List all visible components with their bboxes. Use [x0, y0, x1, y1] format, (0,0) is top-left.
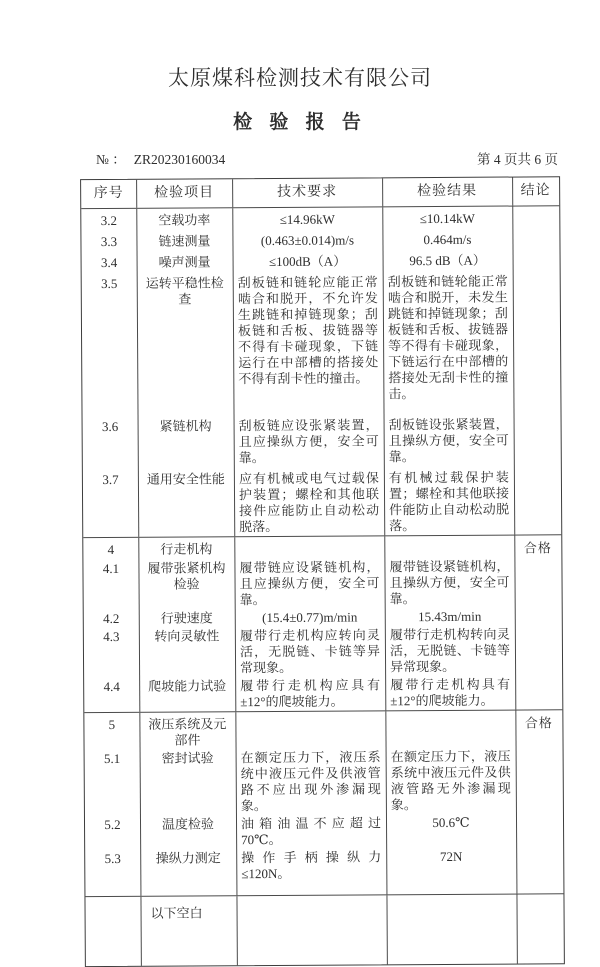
cell-conclusion: 合格	[523, 540, 552, 556]
cell-serial-no: 3.2	[100, 212, 118, 229]
cell-inspection-result: 有机械过载保护装置；螺栓和其他联接件能防止自动松动脱落。	[388, 469, 510, 534]
cell-inspection-result	[387, 903, 517, 922]
cell-technical-requirement: 油箱油温不应超过 70℃。	[240, 815, 382, 848]
cell-inspection-item: 运转平稳性检查	[145, 275, 224, 307]
cell-inspection-result: 0.464m/s	[423, 231, 472, 248]
table-body	[81, 206, 564, 966]
cell-technical-requirement: 在额定压力下，液压系统中液压元件及供液管路不应出现外渗漏现象。	[240, 749, 381, 814]
cell-conclusion	[514, 557, 561, 607]
cell-inspection-item: 密封试验	[161, 750, 214, 766]
cell-conclusion	[515, 675, 562, 709]
cell-technical-requirement: 履带行走机构应转向灵活，无脱链、卡链等异常现象。	[239, 627, 381, 676]
cell-conclusion	[513, 248, 560, 269]
cell-conclusion	[515, 607, 562, 625]
cell-conclusion	[512, 206, 559, 227]
cell-inspection-result: 履带行走机构具有±12°的爬坡能力。	[390, 676, 511, 709]
cell-inspection-item: 空载功率	[158, 212, 211, 228]
cell-serial-no: 4	[107, 541, 115, 558]
column-divider	[512, 178, 513, 206]
cell-inspection-result: 15.43m/min	[418, 608, 482, 625]
cell-conclusion	[516, 747, 563, 813]
cell-inspection-item: 紧链机构	[159, 418, 212, 434]
page-indicator: 第 4 页共 6 页	[477, 152, 558, 167]
cell-conclusion	[515, 625, 562, 675]
report-page	[0, 62, 600, 921]
cell-conclusion	[516, 813, 563, 847]
cell-conclusion	[514, 412, 561, 465]
company-name: 太原煤科检测技术有限公司	[168, 66, 432, 90]
cell-technical-requirement: (0.463±0.014)m/s	[260, 232, 355, 249]
cell-serial-no: 4.3	[103, 628, 120, 645]
cell-technical-requirement: ≤100dB（A）	[268, 253, 347, 270]
cell-serial-no: 3.4	[100, 254, 118, 271]
cell-technical-requirement: 刮板链应设张紧装置，且应操纵方便，安全可靠。	[238, 417, 379, 466]
table-section	[84, 709, 563, 896]
cell-inspection-item: 噪声测量	[158, 254, 211, 270]
cell-conclusion: 合格	[524, 715, 553, 731]
cell-serial-no: 3.5	[101, 275, 118, 292]
cell-technical-requirement: 履带行走机构应具有±12°的爬坡能力。	[240, 677, 381, 710]
table-section	[81, 206, 561, 537]
cell-conclusion	[512, 227, 559, 248]
cell-serial-no: 5.2	[104, 816, 121, 833]
cell-serial-no: 5.3	[104, 850, 121, 867]
blank-section	[85, 893, 563, 966]
cell-inspection-result	[385, 714, 515, 749]
cell-serial-no: 3.6	[101, 418, 119, 435]
cell-serial-no: 4.2	[103, 610, 120, 627]
column-header: 检验项目	[154, 185, 215, 201]
cell-technical-requirement: 履带链应设紧链机构，且应操纵方便，安全可靠。	[239, 559, 380, 608]
report-number-label: № ：	[96, 152, 126, 167]
cell-inspection-result	[384, 539, 514, 559]
cell-technical-requirement	[234, 539, 384, 559]
cell-inspection-result: 96.5 dB（A）	[409, 252, 486, 269]
cell-inspection-item: 操纵力测定	[155, 850, 221, 866]
cell-inspection-result: 履带行走机构转向灵活，无脱链、卡链等异常现象。	[389, 626, 511, 675]
column-divider	[382, 178, 383, 206]
cell-inspection-item: 爬坡能力试验	[148, 678, 227, 694]
cell-inspection-item: 液压系统及元部件	[148, 716, 227, 748]
cell-inspection-result: ≤10.14kW	[419, 210, 475, 227]
cell-technical-requirement	[237, 903, 387, 922]
column-divider	[232, 179, 233, 207]
cell-inspection-result: 刮板链和链轮能正常啮合和脱开，未发生跳链和掉链现象；刮板链和舌板、拔链器等不得有卡碰现象，下链运行在中部槽的搭接处无刮卡性的撞击。	[387, 273, 509, 402]
report-number	[96, 148, 225, 168]
report-number-value: ZR20230160034	[133, 152, 226, 167]
cell-serial-no: 3.7	[102, 471, 119, 488]
cell-serial-no: 5.1	[103, 750, 121, 767]
inspection-table	[80, 176, 565, 967]
cell-conclusion	[514, 465, 561, 534]
cell-inspection-result: 50.6℃	[432, 814, 470, 831]
cell-serial-no: 5	[108, 716, 116, 733]
cell-conclusion	[513, 269, 561, 402]
report-title: 检 验 报 告	[233, 112, 367, 133]
report-meta	[96, 148, 558, 168]
cell-inspection-item: 以下空白	[150, 905, 203, 921]
cell-inspection-item: 行走机构	[160, 541, 213, 557]
column-header: 技术要求	[277, 184, 338, 200]
cell-inspection-result: 72N	[439, 848, 463, 864]
cell-technical-requirement: 刮板链和链轮应能正常啮合和脱开，不允许发生跳链和掉链现象；刮板链和舌板、拔链器等不得有卡碰现象，下链运行在中部槽的搭接处不得有刮卡性的撞击。	[237, 274, 379, 387]
column-header: 检验结果	[417, 183, 478, 200]
cell-serial-no: 4.4	[103, 678, 120, 695]
cell-inspection-item: 通用安全性能	[146, 471, 225, 487]
cell-inspection-item: 转向灵敏性	[154, 628, 220, 644]
cell-technical-requirement: 应有机械或电气过载保护装置；螺栓和其他联接件应能防止自动松动脱落。	[238, 470, 380, 535]
cell-inspection-item: 链速测量	[158, 233, 211, 249]
column-header: 序号	[93, 185, 124, 202]
cell-conclusion	[517, 902, 564, 920]
cell-inspection-result: 刮板链设张紧装置，且操纵方便，安全可靠。	[388, 416, 509, 465]
cell-inspection-result: 履带链设紧链机构，且操纵方便，安全可靠。	[389, 558, 510, 607]
column-divider	[136, 180, 137, 208]
cell-technical-requirement: ≤14.96kW	[279, 211, 335, 227]
cell-serial-no: 3.3	[100, 233, 118, 250]
cell-inspection-item: 行驶速度	[160, 610, 213, 626]
cell-technical-requirement: (15.4±0.77)m/min	[262, 609, 358, 626]
table-section	[83, 534, 562, 712]
cell-technical-requirement	[235, 714, 385, 749]
cell-inspection-result: 在额定压力下，液压系统中液压元件及供液管路无外渗漏现象。	[390, 748, 511, 813]
cell-conclusion	[516, 847, 563, 881]
cell-serial-no: 4.1	[102, 560, 120, 577]
cell-technical-requirement: 操作手柄操纵力≤120N。	[241, 849, 382, 882]
cell-inspection-item: 温度检验	[161, 816, 215, 832]
cell-serial-no	[86, 905, 141, 923]
table-header-row	[81, 177, 559, 209]
cell-inspection-item: 履带张紧机构检验	[147, 560, 226, 592]
column-header: 结论	[520, 183, 551, 199]
